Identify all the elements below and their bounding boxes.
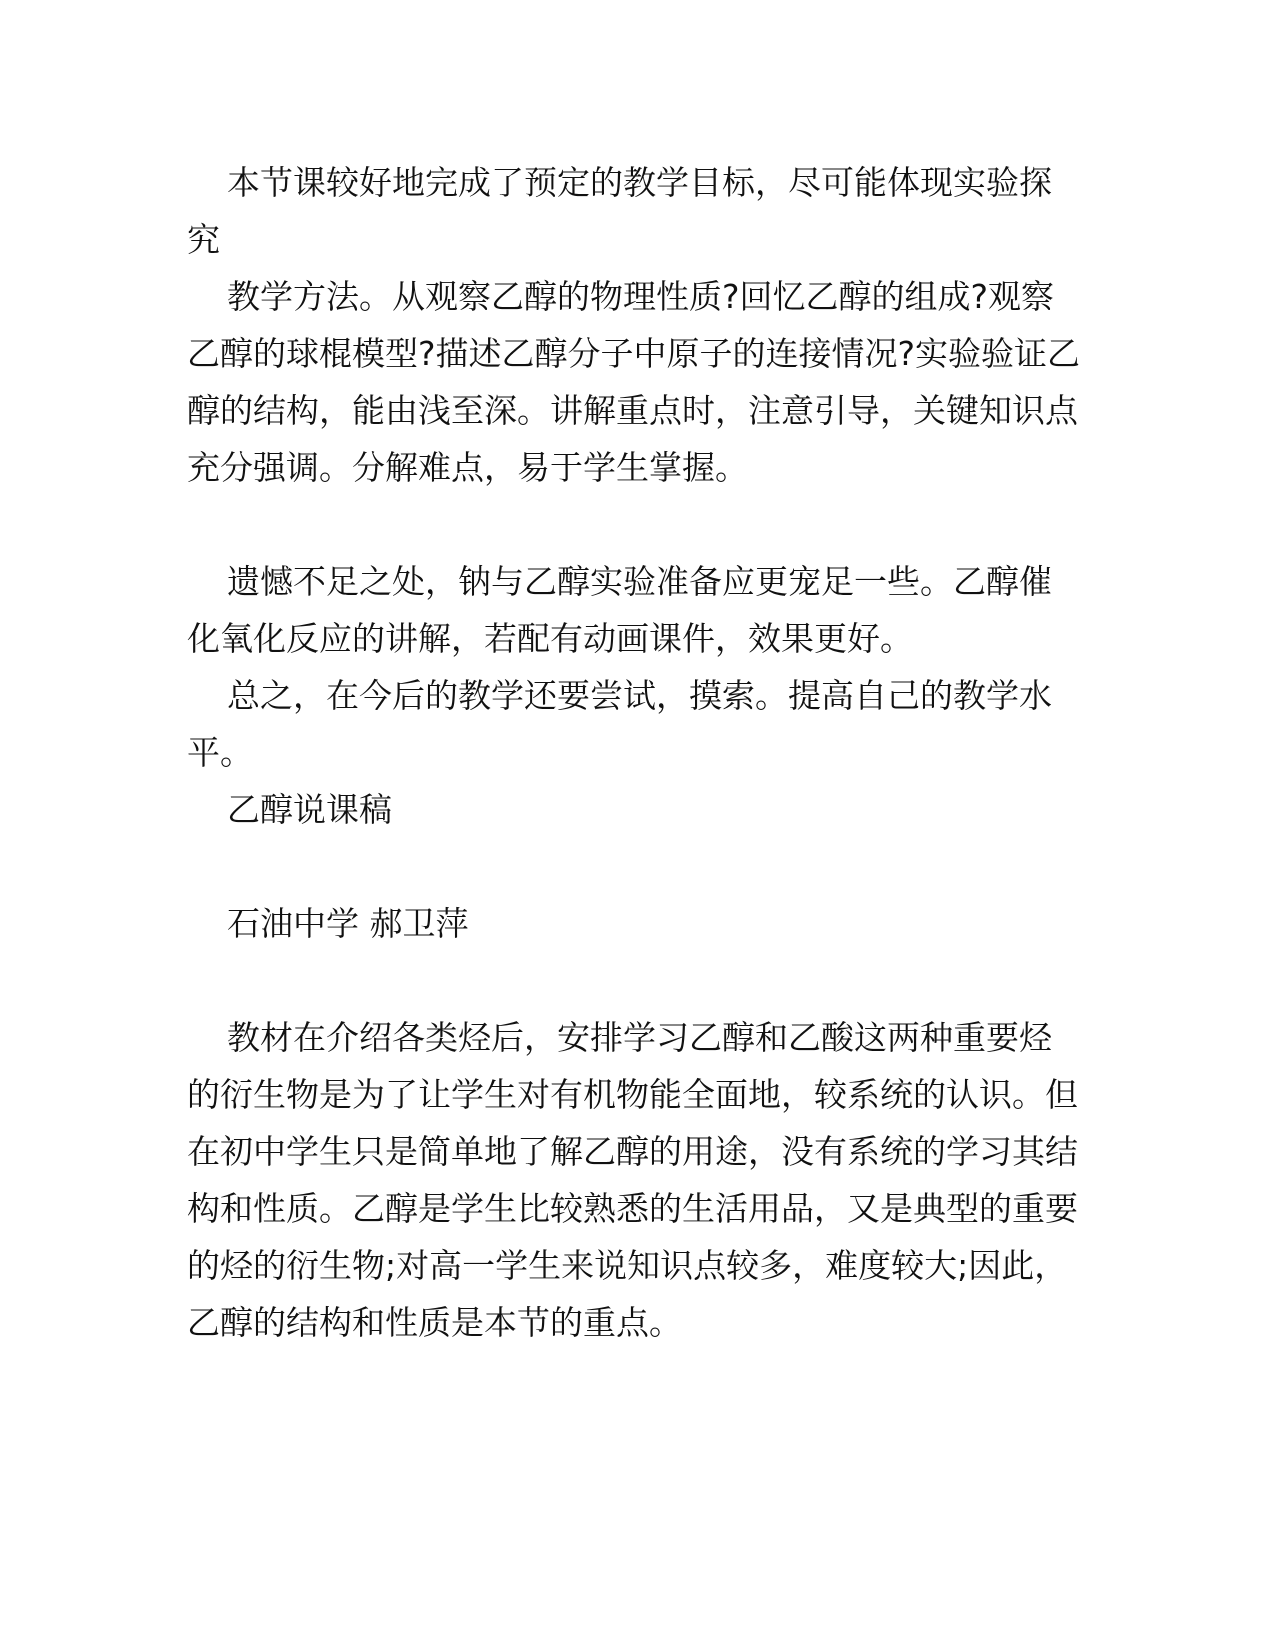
paragraph-2-line-2: 乙醇的球棍模型?描述乙醇分子中原子的连接情况?实验验证乙 (187, 334, 1081, 373)
paragraph-2-line-3: 醇的结构，能由浅至深。讲解重点时，注意引导，关键知识点 (187, 391, 1078, 430)
paragraph-1-line-1: 本节课较好地完成了预定的教学目标，尽可能体现实验探 (227, 163, 1052, 202)
paragraph-spacer (187, 952, 1087, 1009)
paragraph-7-line-3: 在初中学生只是简单地了解乙醇的用途，没有系统的学习其结 (187, 1132, 1078, 1171)
paragraph-4-line-1: 总之，在今后的教学还要尝试，摸索。提高自己的教学水 (227, 676, 1052, 715)
paragraph-7-line-5: 的烃的衍生物;对高一学生来说知识点较多，难度较大;因此， (187, 1246, 1068, 1285)
paragraph-7-line-4: 构和性质。乙醇是学生比较熟悉的生活用品，又是典型的重要 (187, 1189, 1078, 1228)
paragraph-3-line-1: 遗憾不足之处，钠与乙醇实验准备应更宠足一些。乙醇催 (227, 562, 1052, 601)
document-body (187, 154, 1087, 1351)
paragraph-2-line-4: 充分强调。分解难点，易于学生掌握。 (187, 448, 748, 487)
paragraph-7-line-1: 教材在介绍各类烃后，安排学习乙醇和乙酸这两种重要烃 (227, 1018, 1052, 1057)
lecture-title: 乙醇说课稿 (227, 790, 392, 829)
paragraph-spacer (187, 838, 1087, 895)
paragraph-7-line-2: 的衍生物是为了让学生对有机物能全面地，较系统的认识。但 (187, 1075, 1078, 1114)
author-line: 石油中学 郝卫萍 (227, 904, 469, 943)
paragraph-7-line-6: 乙醇的结构和性质是本节的重点。 (187, 1303, 682, 1342)
paragraph-2-line-1: 教学方法。从观察乙醇的物理性质?回忆乙醇的组成?观察 (227, 277, 1055, 316)
paragraph-4-line-2: 平。 (187, 733, 253, 772)
paragraph-3-line-2: 化氧化反应的讲解，若配有动画课件，效果更好。 (187, 619, 913, 658)
paragraph-spacer (187, 496, 1087, 553)
paragraph-1-line-2: 究 (187, 220, 220, 259)
